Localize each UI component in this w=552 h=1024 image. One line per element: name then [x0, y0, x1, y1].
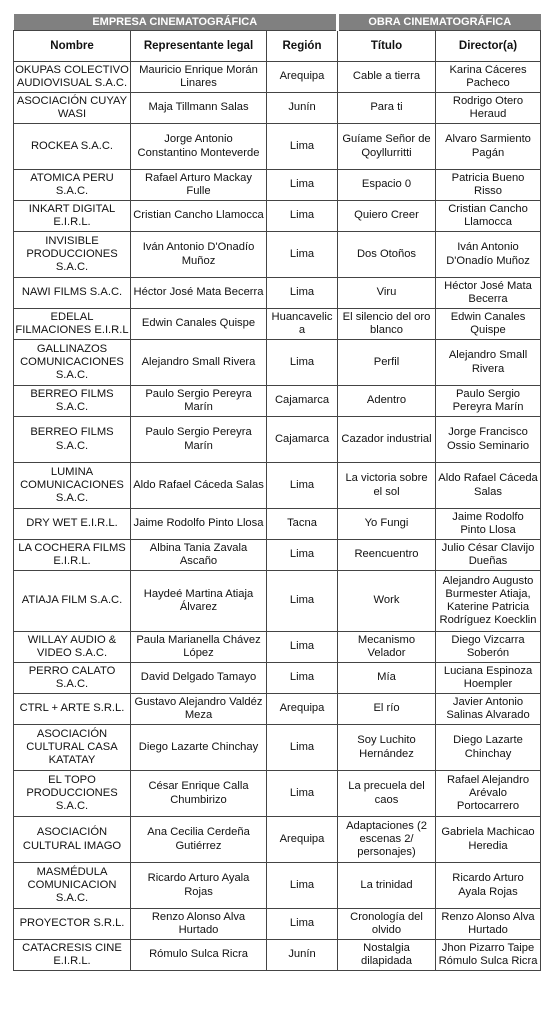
cell-director: Rodrigo Otero Heraud	[436, 93, 541, 124]
film-projects-table	[13, 14, 541, 971]
cell-director: Iván Antonio D'Onadío Muñoz	[436, 232, 541, 278]
cell-nombre: PROYECTOR S.R.L.	[14, 909, 131, 940]
cell-nombre: PERRO CALATO S.A.C.	[14, 663, 131, 694]
cell-director: Aldo Rafael Cáceda Salas	[436, 463, 541, 509]
cell-nombre: LUMINA COMUNICACIONES S.A.C.	[14, 463, 131, 509]
cell-titulo: La trinidad	[338, 863, 436, 909]
cell-region: Lima	[267, 863, 338, 909]
table-row	[14, 694, 541, 725]
table-row	[14, 417, 541, 463]
cell-director: Gabriela Machicao Heredia	[436, 817, 541, 863]
cell-region: Lima	[267, 124, 338, 170]
cell-representante: Renzo Alonso Alva Hurtado	[131, 909, 267, 940]
cell-region: Tacna	[267, 509, 338, 540]
cell-nombre: INKART DIGITAL E.I.R.L.	[14, 201, 131, 232]
table-body	[14, 62, 541, 971]
cell-nombre: BERREO FILMS S.A.C.	[14, 417, 131, 463]
column-header-nombre: Nombre	[14, 31, 131, 62]
cell-director: Julio César Clavijo Dueñas	[436, 540, 541, 571]
cell-representante: Mauricio Enrique Morán Linares	[131, 62, 267, 93]
cell-director: Diego Vizcarra Soberón	[436, 632, 541, 663]
cell-titulo: Espacio 0	[338, 170, 436, 201]
cell-titulo: Viru	[338, 278, 436, 309]
group-header-obra: OBRA CINEMATOGRÁFICA	[338, 14, 541, 31]
cell-nombre: ATIAJA FILM S.A.C.	[14, 571, 131, 632]
cell-titulo: Mecanismo Velador	[338, 632, 436, 663]
cell-region: Arequipa	[267, 694, 338, 725]
column-header-region: Región	[267, 31, 338, 62]
cell-director: Jorge Francisco Ossio Seminario	[436, 417, 541, 463]
cell-director: Edwin Canales Quispe	[436, 309, 541, 340]
cell-nombre: MASMÉDULA COMUNICACION S.A.C.	[14, 863, 131, 909]
cell-director: Rafael Alejandro Arévalo Portocarrero	[436, 771, 541, 817]
cell-representante: Paulo Sergio Pereyra Marín	[131, 417, 267, 463]
table-row	[14, 201, 541, 232]
cell-director: Héctor José Mata Becerra	[436, 278, 541, 309]
cell-representante: Jaime Rodolfo Pinto Llosa	[131, 509, 267, 540]
cell-titulo: Cazador industrial	[338, 417, 436, 463]
table-row	[14, 863, 541, 909]
column-header-titulo: Título	[338, 31, 436, 62]
table-row	[14, 62, 541, 93]
cell-representante: Paulo Sergio Pereyra Marín	[131, 386, 267, 417]
cell-titulo: Cable a tierra	[338, 62, 436, 93]
table-row	[14, 725, 541, 771]
cell-director: Patricia Bueno Risso	[436, 170, 541, 201]
table-row	[14, 940, 541, 971]
cell-region: Lima	[267, 340, 338, 386]
cell-region: Lima	[267, 909, 338, 940]
cell-region: Lima	[267, 278, 338, 309]
table-row	[14, 278, 541, 309]
table-row	[14, 663, 541, 694]
cell-titulo: Soy Luchito Hernández	[338, 725, 436, 771]
cell-representante: Ricardo Arturo Ayala Rojas	[131, 863, 267, 909]
cell-region: Huancavelica	[267, 309, 338, 340]
cell-region: Lima	[267, 725, 338, 771]
cell-representante: Diego Lazarte Chinchay	[131, 725, 267, 771]
cell-representante: Rafael Arturo Mackay Fulle	[131, 170, 267, 201]
table-row	[14, 124, 541, 170]
cell-titulo: Guíame Señor de Qoyllurritti	[338, 124, 436, 170]
cell-region: Arequipa	[267, 817, 338, 863]
cell-region: Cajamarca	[267, 417, 338, 463]
cell-titulo: Quiero Creer	[338, 201, 436, 232]
cell-titulo: El silencio del oro blanco	[338, 309, 436, 340]
table-row	[14, 340, 541, 386]
cell-region: Lima	[267, 540, 338, 571]
cell-titulo: Cronología del olvido	[338, 909, 436, 940]
cell-representante: Edwin Canales Quispe	[131, 309, 267, 340]
table-row	[14, 509, 541, 540]
cell-nombre: ATOMICA PERU S.A.C.	[14, 170, 131, 201]
cell-titulo: Para ti	[338, 93, 436, 124]
cell-nombre: CATACRESIS CINE E.I.R.L.	[14, 940, 131, 971]
cell-representante: Iván Antonio D'Onadío Muñoz	[131, 232, 267, 278]
table-row	[14, 540, 541, 571]
cell-region: Lima	[267, 201, 338, 232]
cell-titulo: Adaptaciones (2 escenas 2/ personajes)	[338, 817, 436, 863]
cell-director: Diego Lazarte Chinchay	[436, 725, 541, 771]
cell-director: Luciana Espinoza Hoempler	[436, 663, 541, 694]
cell-director: Paulo Sergio Pereyra Marín	[436, 386, 541, 417]
cell-director: Renzo Alonso Alva Hurtado	[436, 909, 541, 940]
cell-region: Lima	[267, 571, 338, 632]
cell-representante: Alejandro Small Rivera	[131, 340, 267, 386]
table-row	[14, 309, 541, 340]
cell-region: Lima	[267, 771, 338, 817]
group-header-empresa: EMPRESA CINEMATOGRÁFICA	[14, 14, 338, 31]
cell-nombre: BERREO FILMS S.A.C.	[14, 386, 131, 417]
cell-nombre: CTRL + ARTE S.R.L.	[14, 694, 131, 725]
column-header-director: Director(a)	[436, 31, 541, 62]
cell-region: Lima	[267, 463, 338, 509]
column-header-representante: Representante legal	[131, 31, 267, 62]
cell-representante: Héctor José Mata Becerra	[131, 278, 267, 309]
cell-titulo: Perfil	[338, 340, 436, 386]
cell-director: Alejandro Augusto Burmester Atiaja, Katerine Patricia Rodríguez Koecklin	[436, 571, 541, 632]
cell-nombre: ROCKEA S.A.C.	[14, 124, 131, 170]
cell-nombre: ASOCIACIÓN CULTURAL CASA KATATAY	[14, 725, 131, 771]
cell-titulo: Mía	[338, 663, 436, 694]
cell-nombre: OKUPAS COLECTIVO AUDIOVISUAL S.A.C.	[14, 62, 131, 93]
table-row	[14, 909, 541, 940]
cell-nombre: GALLINAZOS COMUNICACIONES S.A.C.	[14, 340, 131, 386]
cell-titulo: Reencuentro	[338, 540, 436, 571]
cell-region: Cajamarca	[267, 386, 338, 417]
document-page	[13, 14, 540, 971]
cell-region: Lima	[267, 170, 338, 201]
table-row	[14, 632, 541, 663]
cell-nombre: DRY WET E.I.R.L.	[14, 509, 131, 540]
table-row	[14, 232, 541, 278]
cell-titulo: Adentro	[338, 386, 436, 417]
cell-representante: Albina Tania Zavala Ascaño	[131, 540, 267, 571]
cell-region: Lima	[267, 232, 338, 278]
cell-representante: David Delgado Tamayo	[131, 663, 267, 694]
column-header-row	[14, 31, 541, 62]
cell-director: Alvaro Sarmiento Pagán	[436, 124, 541, 170]
cell-titulo: Dos Otoños	[338, 232, 436, 278]
cell-representante: Ana Cecilia Cerdeña Gutiérrez	[131, 817, 267, 863]
cell-director: Jhon Pizarro Taipe Rómulo Sulca Ricra	[436, 940, 541, 971]
cell-representante: Jorge Antonio Constantino Monteverde	[131, 124, 267, 170]
cell-region: Lima	[267, 632, 338, 663]
table-row	[14, 817, 541, 863]
cell-titulo: La victoria sobre el sol	[338, 463, 436, 509]
cell-nombre: INVISIBLE PRODUCCIONES S.A.C.	[14, 232, 131, 278]
cell-director: Karina Cáceres Pacheco	[436, 62, 541, 93]
group-header-row	[14, 14, 541, 31]
cell-nombre: LA COCHERA FILMS E.I.R.L.	[14, 540, 131, 571]
cell-titulo: El río	[338, 694, 436, 725]
cell-titulo: Yo Fungi	[338, 509, 436, 540]
cell-director: Jaime Rodolfo Pinto Llosa	[436, 509, 541, 540]
cell-representante: Paula Marianella Chávez López	[131, 632, 267, 663]
cell-nombre: ASOCIACIÓN CULTURAL IMAGO	[14, 817, 131, 863]
table-row	[14, 93, 541, 124]
cell-nombre: EL TOPO PRODUCCIONES S.A.C.	[14, 771, 131, 817]
cell-nombre: NAWI FILMS S.A.C.	[14, 278, 131, 309]
cell-director: Alejandro Small Rivera	[436, 340, 541, 386]
cell-region: Junín	[267, 93, 338, 124]
cell-representante: Aldo Rafael Cáceda Salas	[131, 463, 267, 509]
table-row	[14, 170, 541, 201]
table-row	[14, 571, 541, 632]
cell-representante: Gustavo Alejandro Valdéz Meza	[131, 694, 267, 725]
table-row	[14, 463, 541, 509]
cell-titulo: Work	[338, 571, 436, 632]
table-row	[14, 771, 541, 817]
cell-representante: Cristian Cancho Llamocca	[131, 201, 267, 232]
cell-representante: Maja Tillmann Salas	[131, 93, 267, 124]
cell-region: Arequipa	[267, 62, 338, 93]
cell-representante: César Enrique Calla Chumbirizo	[131, 771, 267, 817]
cell-director: Cristian Cancho Llamocca	[436, 201, 541, 232]
cell-region: Junín	[267, 940, 338, 971]
cell-director: Ricardo Arturo Ayala Rojas	[436, 863, 541, 909]
cell-representante: Haydeé Martina Atiaja Álvarez	[131, 571, 267, 632]
cell-representante: Rómulo Sulca Ricra	[131, 940, 267, 971]
cell-nombre: EDELAL FILMACIONES E.I.R.L	[14, 309, 131, 340]
cell-region: Lima	[267, 663, 338, 694]
cell-titulo: La precuela del caos	[338, 771, 436, 817]
cell-nombre: ASOCIACIÓN CUYAY WASI	[14, 93, 131, 124]
cell-director: Javier Antonio Salinas Alvarado	[436, 694, 541, 725]
cell-nombre: WILLAY AUDIO & VIDEO S.A.C.	[14, 632, 131, 663]
table-row	[14, 386, 541, 417]
cell-titulo: Nostalgia dilapidada	[338, 940, 436, 971]
